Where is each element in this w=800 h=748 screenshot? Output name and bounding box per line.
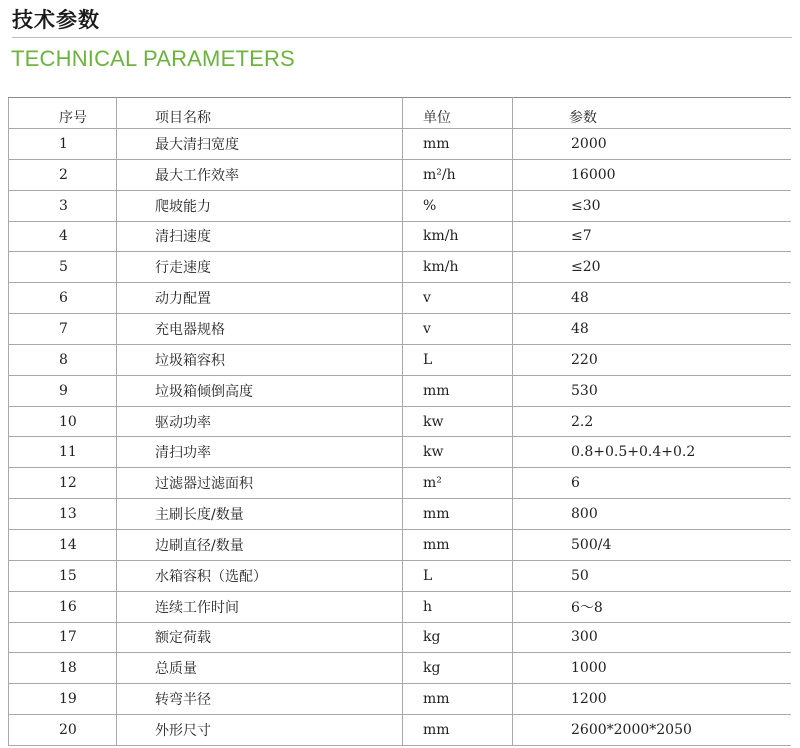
cell-value: 50 [513, 560, 791, 591]
header-no: 序号 [9, 98, 117, 129]
cell-item-name: 连续工作时间 [117, 591, 403, 622]
cell-no: 13 [9, 499, 117, 530]
cell-value: 800 [513, 499, 791, 530]
cell-unit: kg [403, 622, 513, 653]
table-row [9, 252, 791, 283]
cell-item-name: 爬坡能力 [117, 190, 403, 221]
header-value: 参数 [513, 98, 791, 129]
table-row [9, 221, 791, 252]
table-row [9, 437, 791, 468]
header-row [9, 98, 791, 129]
cell-value: 220 [513, 344, 791, 375]
cell-value: 1000 [513, 653, 791, 684]
cell-item-name: 过滤器过滤面积 [117, 468, 403, 499]
cell-unit: v [403, 283, 513, 314]
cell-item-name: 最大工作效率 [117, 159, 403, 190]
cell-no: 14 [9, 529, 117, 560]
cell-value: ≤30 [513, 190, 791, 221]
cell-unit: % [403, 190, 513, 221]
table-row [9, 529, 791, 560]
cell-value: 0.8+0.5+0.4+0.2 [513, 437, 791, 468]
cell-unit: mm [403, 129, 513, 160]
cell-value: 1200 [513, 684, 791, 715]
cell-no: 12 [9, 468, 117, 499]
cell-value: 6 [513, 468, 791, 499]
cell-value: 2600*2000*2050 [513, 715, 791, 746]
cell-unit: L [403, 344, 513, 375]
cell-no: 17 [9, 622, 117, 653]
cell-no: 4 [9, 221, 117, 252]
table-row [9, 560, 791, 591]
table-header [9, 98, 791, 129]
cell-unit: km/h [403, 221, 513, 252]
table-row [9, 622, 791, 653]
cell-unit: v [403, 314, 513, 345]
cell-item-name: 最大清扫宽度 [117, 129, 403, 160]
cell-unit: mm [403, 715, 513, 746]
cell-value: ≤7 [513, 221, 791, 252]
cell-item-name: 清扫功率 [117, 437, 403, 468]
table-row [9, 314, 791, 345]
cell-unit: kw [403, 406, 513, 437]
cell-no: 16 [9, 591, 117, 622]
cell-value: 300 [513, 622, 791, 653]
cell-unit: kw [403, 437, 513, 468]
table-row [9, 159, 791, 190]
cell-no: 2 [9, 159, 117, 190]
header-item-name: 项目名称 [117, 98, 403, 129]
cell-no: 11 [9, 437, 117, 468]
cell-unit: L [403, 560, 513, 591]
cell-value: 16000 [513, 159, 791, 190]
cell-value: 2.2 [513, 406, 791, 437]
cell-no: 10 [9, 406, 117, 437]
cell-value: 48 [513, 314, 791, 345]
cell-item-name: 垃圾箱倾倒高度 [117, 375, 403, 406]
cell-unit: mm [403, 529, 513, 560]
cell-value: 530 [513, 375, 791, 406]
cell-no: 1 [9, 129, 117, 160]
cell-item-name: 垃圾箱容积 [117, 344, 403, 375]
table-row [9, 653, 791, 684]
cell-no: 5 [9, 252, 117, 283]
table-row [9, 406, 791, 437]
cell-unit: mm [403, 375, 513, 406]
cell-item-name: 清扫速度 [117, 221, 403, 252]
cell-value: 48 [513, 283, 791, 314]
cell-no: 20 [9, 715, 117, 746]
cell-value: 2000 [513, 129, 791, 160]
cell-no: 8 [9, 344, 117, 375]
cell-no: 18 [9, 653, 117, 684]
cell-item-name: 外形尺寸 [117, 715, 403, 746]
table-row [9, 129, 791, 160]
section-title-english: TECHNICAL PARAMETERS [11, 46, 295, 71]
cell-unit: m²/h [403, 159, 513, 190]
cell-unit: km/h [403, 252, 513, 283]
cell-item-name: 转弯半径 [117, 684, 403, 715]
table-row [9, 591, 791, 622]
cell-item-name: 水箱容积（选配） [117, 560, 403, 591]
cell-unit: kg [403, 653, 513, 684]
cell-item-name: 驱动功率 [117, 406, 403, 437]
cell-unit: mm [403, 684, 513, 715]
table-row [9, 715, 791, 746]
cell-no: 6 [9, 283, 117, 314]
cell-no: 3 [9, 190, 117, 221]
section-title-chinese: 技术参数 [12, 8, 100, 32]
cell-value: ≤20 [513, 252, 791, 283]
table-row [9, 375, 791, 406]
cell-value: 6～8 [513, 591, 791, 622]
table-body [9, 129, 791, 746]
cell-item-name: 总质量 [117, 653, 403, 684]
cell-value: 500/4 [513, 529, 791, 560]
table-row [9, 468, 791, 499]
cell-no: 19 [9, 684, 117, 715]
table-row [9, 499, 791, 530]
cell-unit: mm [403, 499, 513, 530]
cell-item-name: 主刷长度/数量 [117, 499, 403, 530]
cell-unit: h [403, 591, 513, 622]
cell-unit: m² [403, 468, 513, 499]
table-row [9, 684, 791, 715]
header-unit: 单位 [403, 98, 513, 129]
cell-item-name: 额定荷载 [117, 622, 403, 653]
table-row [9, 190, 791, 221]
cell-item-name: 边刷直径/数量 [117, 529, 403, 560]
cell-no: 7 [9, 314, 117, 345]
table-row [9, 344, 791, 375]
title-divider [12, 37, 792, 38]
cell-item-name: 行走速度 [117, 252, 403, 283]
cell-no: 9 [9, 375, 117, 406]
technical-parameters-table [8, 97, 791, 746]
cell-item-name: 动力配置 [117, 283, 403, 314]
cell-item-name: 充电器规格 [117, 314, 403, 345]
cell-no: 15 [9, 560, 117, 591]
table-row [9, 283, 791, 314]
